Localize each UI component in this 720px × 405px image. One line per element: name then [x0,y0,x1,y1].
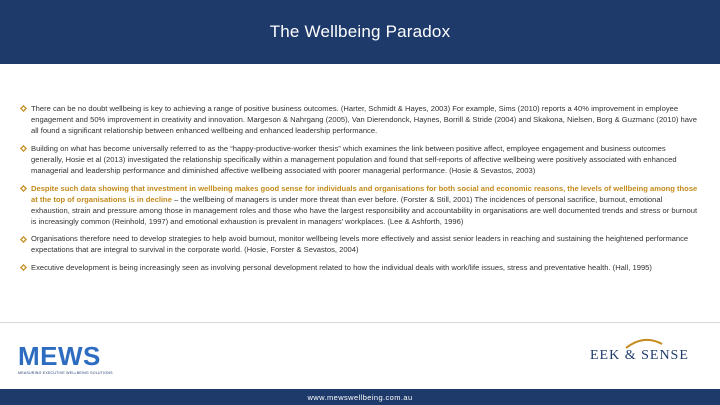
eek-and-sense-logo [590,346,710,376]
bullet-list [20,103,700,280]
bullet-highlight-text: Despite such data showing that investment in wellbeing makes good sense for individuals and organisations for both social and economic reasons, the levels of wellbeing among those at the top of organisations is in decline [31,183,698,204]
swoosh-icon [624,338,664,350]
bullet-item [20,143,700,176]
bullet-item [20,103,700,136]
bullet-text: Building on what has become universally referred to as the “happy-productive-worker thesis” which examines the link between positive affect, employee engagement and business outcomes generally, Hosie et al (2013) investigated the relationship specifically within a management population and found that self-reports of affective wellbeing were positively associated with enhanced managerial and leadership performance and diminished affective wellbeing associated with poorer managerial performance. (Hosie & Sevastos, 2003) [31,143,677,175]
bullet-item [20,183,700,227]
footer-divider [0,322,720,323]
bullet-item [20,262,700,273]
bullet-text: Executive development is being increasingly seen as involving personal development related to how the individual deals with work/life issues, stress and preventative health. (Hall, 1995) [31,263,652,273]
bullet-text: There can be no doubt wellbeing is key to achieving a range of positive business outcomes. (Harter, Schmidt & Hayes, 2003) For example, Sims (2010) reports a 40% improvement in employee engagement and 50% improvement in creativity and innovation. Margeson & Nahrgang (2005), Van Dierendonck, Haynes, Borrill & Stride (2004) and Skakona, Nielsen, Borg & Guzmanc (2010) have all found a significant relationship between enhanced wellbeing and enhanced leadership performance. [31,104,697,135]
diamond-bullet-icon [20,145,27,152]
mews-logo-tagline: MEASURING EXECUTIVE WELLBEING SOLUTIONS [18,371,113,375]
diamond-bullet-icon [20,185,27,192]
website-url[interactable]: www.mewswellbeing.com.au [307,392,413,402]
diamond-bullet-icon [20,105,27,112]
eek-and-sense-word: EEK & SENSE [590,348,689,363]
bullet-text: Organisations therefore need to develop strategies to help avoid burnout, monitor wellbeing levels more effectively and assist senior leaders in reaching and sustaining the heightened performance expectations that are integral to survival in the corporate world. (Hosie, Forster & Sevastos, 2004) [31,234,689,255]
diamond-bullet-icon [20,236,27,243]
diamond-bullet-icon [20,264,27,271]
bullet-item [20,233,700,255]
bottom-bar [0,389,720,405]
title-bar [0,0,720,64]
bullet-text: – the wellbeing of managers is under more threat than ever before. (Forster & Still, 2001) The incidences of personal sacrifice, burnout, emotional exhaustion, strain and pressure among those in management roles and those who have the largest responsibility and accountability in organisations are well documented trends and stress or burnout is increasingly common (Reinhold, 1997) and emotional exhaustion is prevalent in managers’ workplaces. (Lee & Ashforth, 1996) [31,194,698,226]
slide-title: The Wellbeing Paradox [269,22,451,41]
mews-logo [18,343,138,383]
mews-logo-word: MEWS [18,341,101,371]
